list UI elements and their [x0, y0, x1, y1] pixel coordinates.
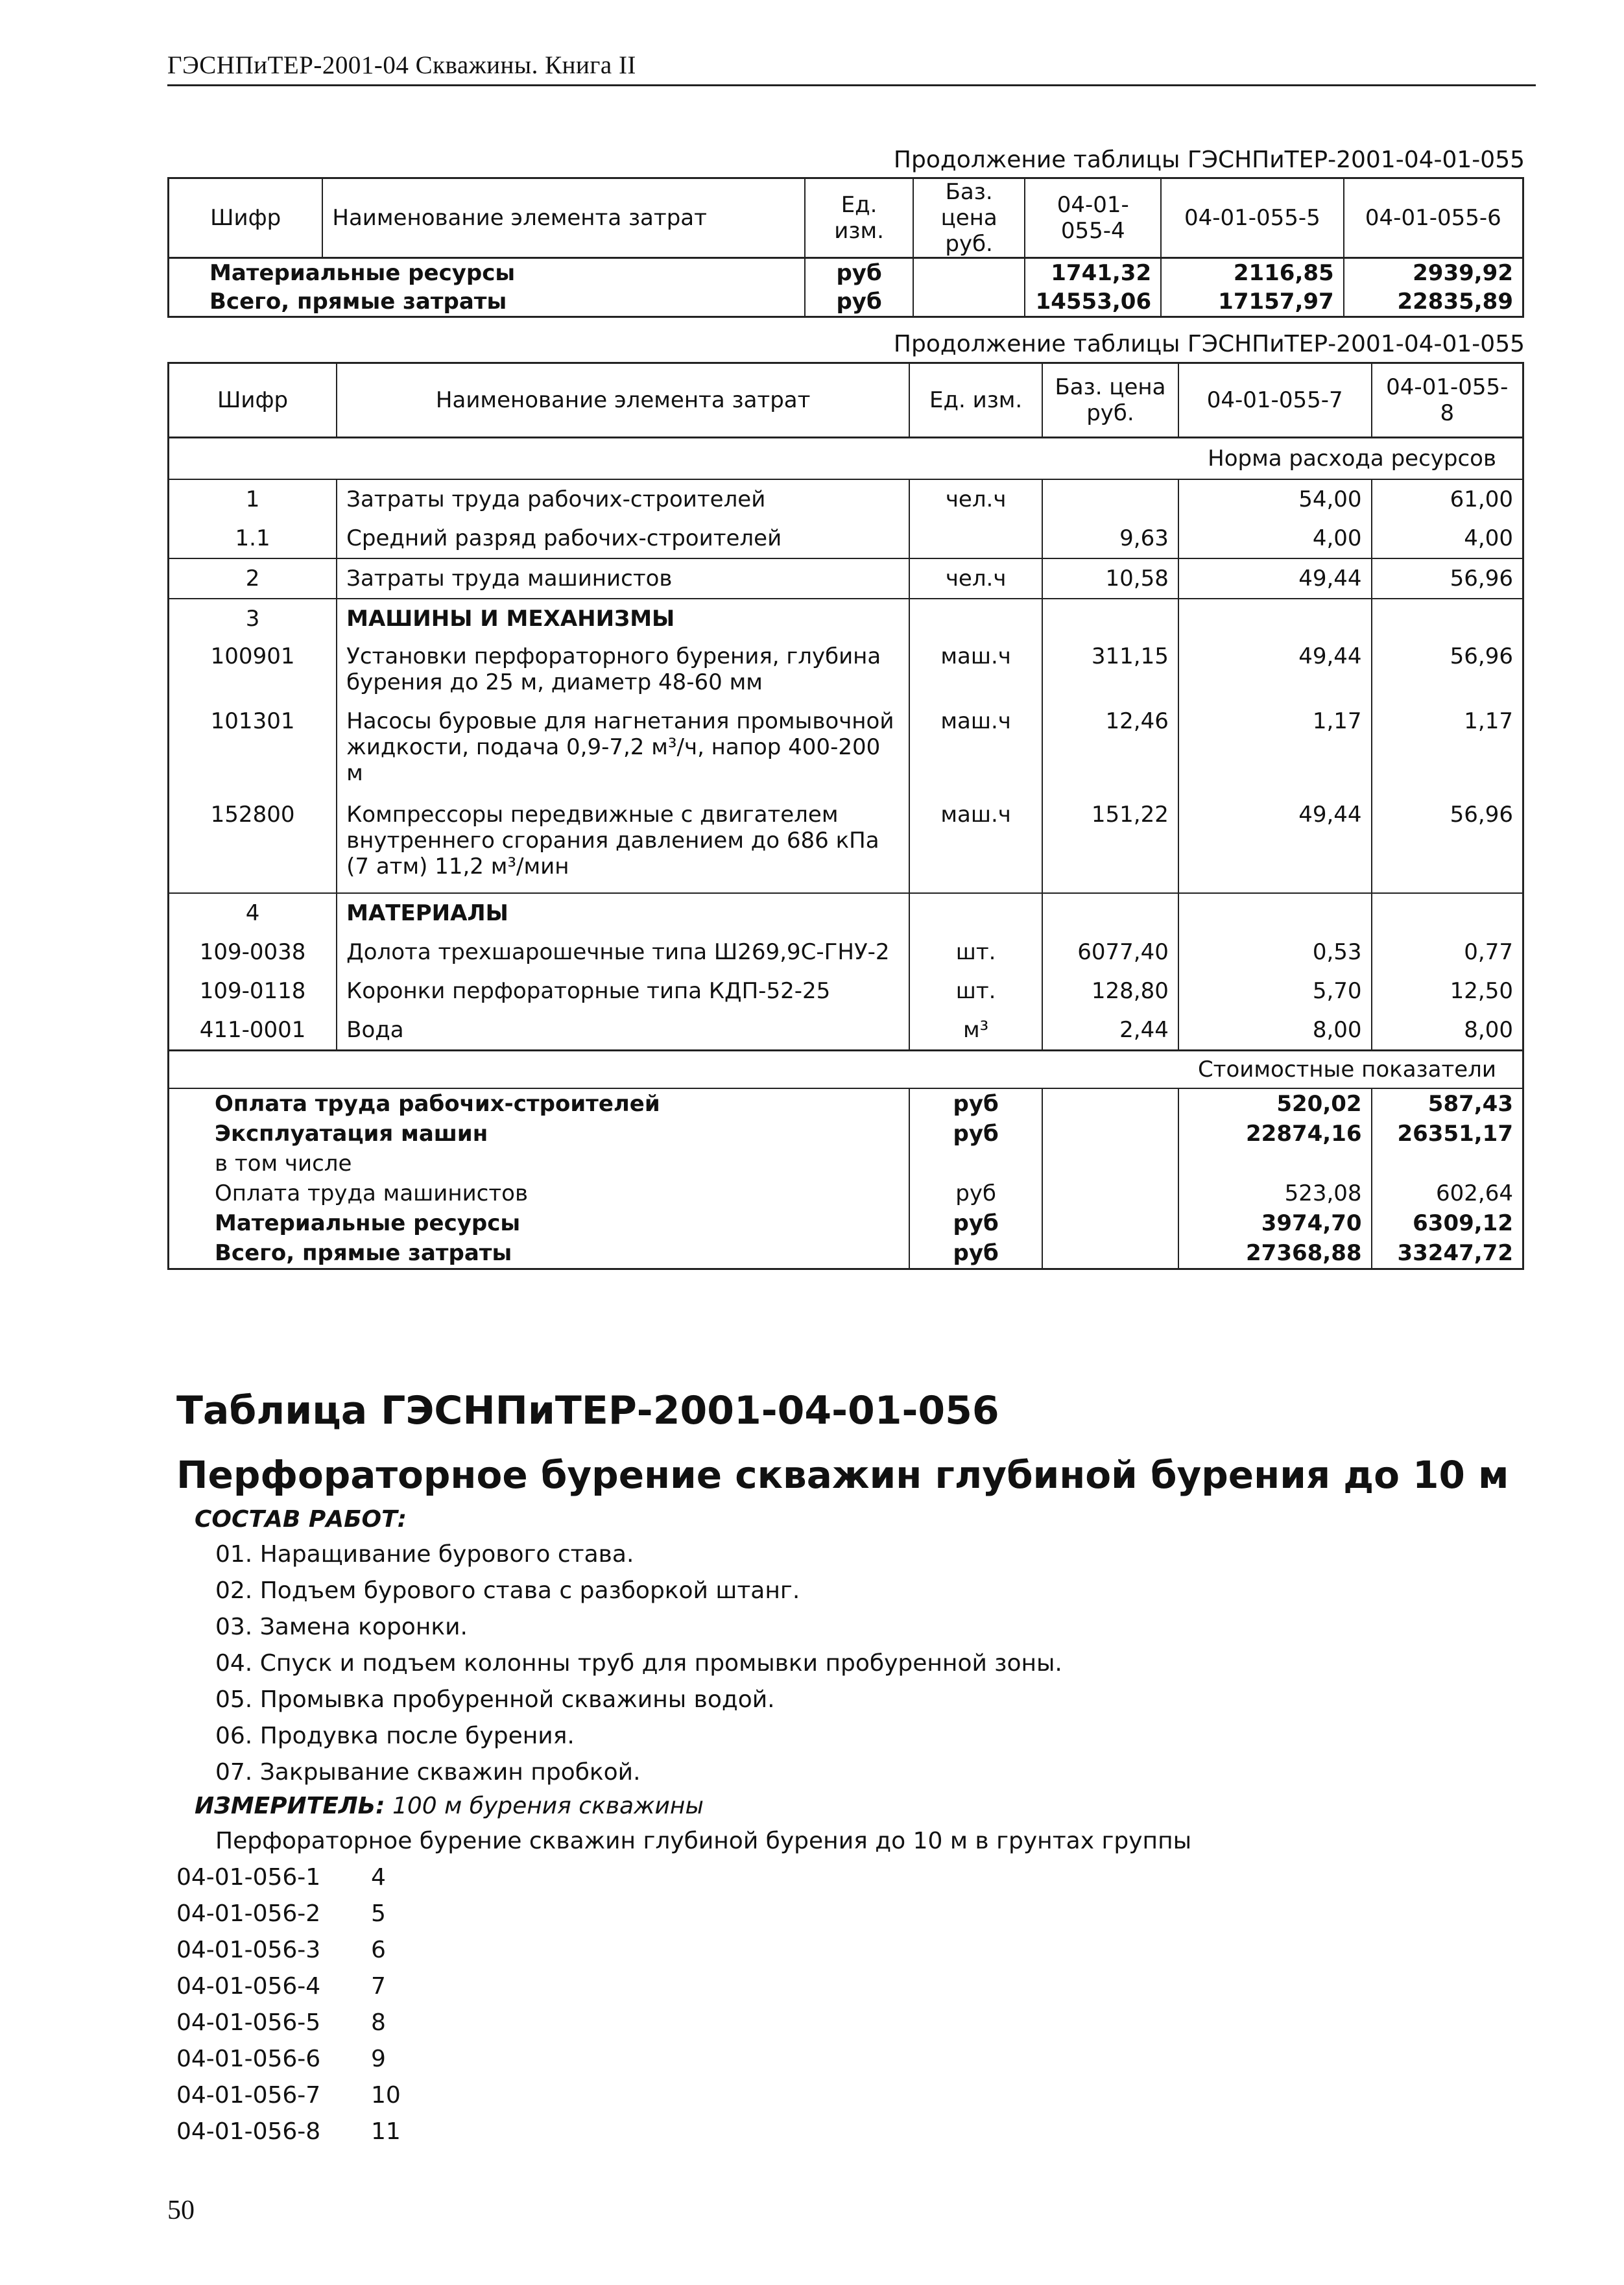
row-value: [1372, 1149, 1523, 1178]
soil-group: 7: [371, 1973, 386, 2000]
table-row: [169, 1011, 1523, 1051]
row-code: 2: [169, 558, 337, 599]
soil-group: 9: [371, 2046, 386, 2072]
table-row: [169, 1238, 1523, 1269]
row-price: [1042, 599, 1178, 638]
works-label: СОСТАВ РАБОТ:: [195, 1506, 407, 1533]
row-name: в том числе: [169, 1149, 910, 1178]
row-name: МАШИНЫ И МЕХАНИЗМЫ: [337, 599, 909, 638]
col-header-base-price: Баз. цена руб.: [913, 178, 1025, 258]
table-row: [169, 287, 1523, 317]
norm-label: Норма расхода ресурсов: [169, 438, 1523, 480]
row-value: 523,08: [1178, 1178, 1372, 1208]
row-price: [1042, 1208, 1178, 1238]
col-header-code: Шифр: [169, 363, 337, 438]
table-row: [169, 638, 1523, 703]
work-item: 02. Подъем бурового става с разборкой штанг.: [215, 1577, 800, 1604]
row-code: 3: [169, 599, 337, 638]
work-item: 05. Промывка пробуренной скважины водой.: [215, 1686, 775, 1713]
row-value: 14553,06: [1025, 287, 1161, 317]
row-value: 12,50: [1372, 972, 1523, 1011]
table-row: [169, 796, 1523, 893]
cost-label-row: [169, 1051, 1523, 1089]
row-price: 12,46: [1042, 703, 1178, 796]
row-price: [1042, 1149, 1178, 1178]
meter-value: 100 м бурения скважины: [392, 1793, 704, 1819]
row-price: [1042, 1178, 1178, 1208]
col-header-unit: Ед. изм.: [909, 363, 1042, 438]
row-unit: маш.ч: [909, 638, 1042, 703]
list-item: [176, 2009, 386, 2036]
row-unit: руб: [909, 1088, 1042, 1119]
rate-code: 04-01-056-2: [176, 1900, 321, 1927]
row-value: 1,17: [1178, 703, 1372, 796]
row-name: Насосы буровые для нагнетания промывочной жидкости, подача 0,9-7,2 м³/ч, напор 400-200 м: [337, 703, 909, 796]
row-value: 6309,12: [1372, 1208, 1523, 1238]
row-value: [1178, 599, 1372, 638]
row-unit: руб: [805, 287, 913, 317]
row-value: 26351,17: [1372, 1119, 1523, 1149]
row-price: [1042, 1119, 1178, 1149]
row-code: 100901: [169, 638, 337, 703]
row-name: Затраты труда рабочих-строителей: [337, 479, 909, 519]
list-item: [176, 1937, 386, 1963]
table-row: [169, 1149, 1523, 1178]
row-value: 0,77: [1372, 933, 1523, 972]
row-value: 5,70: [1178, 972, 1372, 1011]
col-header-code: Шифр: [169, 178, 323, 258]
row-code: 1.1: [169, 519, 337, 558]
page-number: 50: [167, 2195, 195, 2225]
col-header-rate-6: 04-01-055-6: [1344, 178, 1523, 258]
col-header-rate-7: 04-01-055-7: [1178, 363, 1372, 438]
table1-caption: Продолжение таблицы ГЭСНПиТЕР-2001-04-01-055: [893, 147, 1525, 173]
list-item: [176, 1973, 386, 2000]
row-value: 1,17: [1372, 703, 1523, 796]
intro-text: Перфораторное бурение скважин глубиной бурения до 10 м в грунтах группы: [215, 1828, 1192, 1854]
col-header-unit: Ед. изм.: [805, 178, 913, 258]
row-unit: [909, 893, 1042, 933]
row-unit: [909, 519, 1042, 558]
row-value: [1372, 893, 1523, 933]
table-row: [169, 972, 1523, 1011]
row-price: 151,22: [1042, 796, 1178, 893]
row-value: 2116,85: [1161, 258, 1344, 288]
row-unit: шт.: [909, 933, 1042, 972]
row-value: 56,96: [1372, 638, 1523, 703]
row-name: Оплата труда рабочих-строителей: [169, 1088, 910, 1119]
row-value: 49,44: [1178, 638, 1372, 703]
rate-code: 04-01-056-3: [176, 1937, 321, 1963]
row-unit: [909, 1149, 1042, 1178]
row-name: МАТЕРИАЛЫ: [337, 893, 909, 933]
row-value: 4,00: [1372, 519, 1523, 558]
row-value: 8,00: [1372, 1011, 1523, 1051]
list-item: [176, 1864, 386, 1891]
row-code: 152800: [169, 796, 337, 893]
row-price: [1042, 893, 1178, 933]
meter-label: ИЗМЕРИТЕЛЬ:: [195, 1793, 385, 1819]
soil-group: 6: [371, 1937, 386, 1963]
row-price: 9,63: [1042, 519, 1178, 558]
row-value: 56,96: [1372, 558, 1523, 599]
col-header-name: Наименование элемента затрат: [337, 363, 909, 438]
table-row: [169, 1119, 1523, 1149]
list-item: [176, 2046, 386, 2072]
rate-code: 04-01-056-8: [176, 2118, 321, 2145]
table1: [167, 177, 1524, 318]
col-header-rate-8: 04-01-055-8: [1372, 363, 1523, 438]
row-price: 2,44: [1042, 1011, 1178, 1051]
table-row: [169, 258, 1523, 288]
soil-group: 10: [371, 2082, 401, 2109]
row-code: 101301: [169, 703, 337, 796]
row-unit: маш.ч: [909, 796, 1042, 893]
norm-label-row: [169, 438, 1523, 480]
row-unit: чел.ч: [909, 558, 1042, 599]
col-header-base-price: Баз. цена руб.: [1042, 363, 1178, 438]
row-value: 49,44: [1178, 796, 1372, 893]
work-item: 03. Замена коронки.: [215, 1614, 468, 1640]
row-code: 109-0118: [169, 972, 337, 1011]
table-row: [169, 1088, 1523, 1119]
row-name: Всего, прямые затраты: [169, 1238, 910, 1269]
row-value: 587,43: [1372, 1088, 1523, 1119]
col-header-rate-5: 04-01-055-5: [1161, 178, 1344, 258]
row-value: 27368,88: [1178, 1238, 1372, 1269]
row-name: Всего, прямые затраты: [169, 287, 806, 317]
row-price: 10,58: [1042, 558, 1178, 599]
row-price: [913, 258, 1025, 288]
row-code: 109-0038: [169, 933, 337, 972]
row-unit: маш.ч: [909, 703, 1042, 796]
table-row: [169, 933, 1523, 972]
row-value: 4,00: [1178, 519, 1372, 558]
row-value: 520,02: [1178, 1088, 1372, 1119]
running-title: ГЭСНПиТЕР-2001-04 Скважины. Книга II: [167, 51, 636, 79]
list-item: [176, 2082, 401, 2109]
row-value: 54,00: [1178, 479, 1372, 519]
row-value: 3974,70: [1178, 1208, 1372, 1238]
row-price: 311,15: [1042, 638, 1178, 703]
soil-group: 11: [371, 2118, 401, 2145]
rate-code: 04-01-056-4: [176, 1973, 321, 2000]
row-code: 4: [169, 893, 337, 933]
work-item: 01. Наращивание бурового става.: [215, 1541, 634, 1568]
row-name: Материальные ресурсы: [169, 258, 806, 288]
table1-header-row: [169, 178, 1523, 258]
row-price: [913, 287, 1025, 317]
row-name: Установки перфораторного бурения, глубина бурения до 25 м, диаметр 48-60 мм: [337, 638, 909, 703]
rate-code: 04-01-056-5: [176, 2009, 321, 2036]
row-value: 33247,72: [1372, 1238, 1523, 1269]
row-value: 1741,32: [1025, 258, 1161, 288]
table-row: [169, 599, 1523, 638]
row-name: Компрессоры передвижные с двигателем внутреннего сгорания давлением до 686 кПа (7 атм) 11,2 м³/мин: [337, 796, 909, 893]
row-value: 2939,92: [1344, 258, 1523, 288]
row-name: Материальные ресурсы: [169, 1208, 910, 1238]
rate-code: 04-01-056-7: [176, 2082, 321, 2109]
row-name: Затраты труда машинистов: [337, 558, 909, 599]
row-value: 22835,89: [1344, 287, 1523, 317]
list-item: [176, 2118, 401, 2145]
row-name: Коронки перфораторные типа КДП-52-25: [337, 972, 909, 1011]
row-value: 8,00: [1178, 1011, 1372, 1051]
row-name: Оплата труда машинистов: [169, 1178, 910, 1208]
table2: [167, 362, 1524, 1270]
row-price: 6077,40: [1042, 933, 1178, 972]
soil-group: 4: [371, 1864, 386, 1891]
row-value: 0,53: [1178, 933, 1372, 972]
table2-header-row: [169, 363, 1523, 438]
row-price: [1042, 1238, 1178, 1269]
row-value: 17157,97: [1161, 287, 1344, 317]
table2-caption: Продолжение таблицы ГЭСНПиТЕР-2001-04-01-055: [893, 331, 1525, 357]
row-unit: руб: [909, 1119, 1042, 1149]
row-name: Эксплуатация машин: [169, 1119, 910, 1149]
row-price: [1042, 1088, 1178, 1119]
meter-line: [195, 1793, 704, 1819]
row-name: Средний разряд рабочих-строителей: [337, 519, 909, 558]
table-row: [169, 1208, 1523, 1238]
row-unit: м³: [909, 1011, 1042, 1051]
list-item: [176, 1900, 386, 1927]
row-price: [1042, 479, 1178, 519]
row-unit: чел.ч: [909, 479, 1042, 519]
col-header-name: Наименование элемента затрат: [322, 178, 805, 258]
table-row: [169, 519, 1523, 558]
row-unit: руб: [909, 1178, 1042, 1208]
work-item: 06. Продувка после бурения.: [215, 1723, 575, 1749]
row-name: Вода: [337, 1011, 909, 1051]
row-value: 61,00: [1372, 479, 1523, 519]
soil-group: 5: [371, 1900, 386, 1927]
rate-code: 04-01-056-1: [176, 1864, 321, 1891]
row-code: 411-0001: [169, 1011, 337, 1051]
table-row: [169, 893, 1523, 933]
cost-label: Стоимостные показатели: [169, 1051, 1523, 1089]
row-unit: руб: [909, 1208, 1042, 1238]
table-row: [169, 479, 1523, 519]
col-header-rate-4: 04-01-055-4: [1025, 178, 1161, 258]
row-price: 128,80: [1042, 972, 1178, 1011]
row-value: [1372, 599, 1523, 638]
table-row: [169, 1178, 1523, 1208]
soil-group: 8: [371, 2009, 386, 2036]
row-value: 602,64: [1372, 1178, 1523, 1208]
row-value: [1178, 1149, 1372, 1178]
table-row: [169, 558, 1523, 599]
row-unit: руб: [909, 1238, 1042, 1269]
row-unit: руб: [805, 258, 913, 288]
row-unit: [909, 599, 1042, 638]
row-name: Долота трехшарошечные типа Ш269,9С-ГНУ-2: [337, 933, 909, 972]
row-value: 49,44: [1178, 558, 1372, 599]
row-value: [1178, 893, 1372, 933]
row-unit: шт.: [909, 972, 1042, 1011]
row-value: 56,96: [1372, 796, 1523, 893]
work-item: 04. Спуск и подъем колонны труб для промывки пробуренной зоны.: [215, 1650, 1062, 1677]
section-subtitle: Перфораторное бурение скважин глубиной бурения до 10 м: [176, 1453, 1509, 1497]
section-title: Таблица ГЭСНПиТЕР-2001-04-01-056: [176, 1388, 999, 1433]
row-value: 22874,16: [1178, 1119, 1372, 1149]
header-rule: [167, 84, 1536, 86]
table-row: [169, 703, 1523, 796]
row-code: 1: [169, 479, 337, 519]
rate-code: 04-01-056-6: [176, 2046, 321, 2072]
work-item: 07. Закрывание скважин пробкой.: [215, 1759, 641, 1786]
